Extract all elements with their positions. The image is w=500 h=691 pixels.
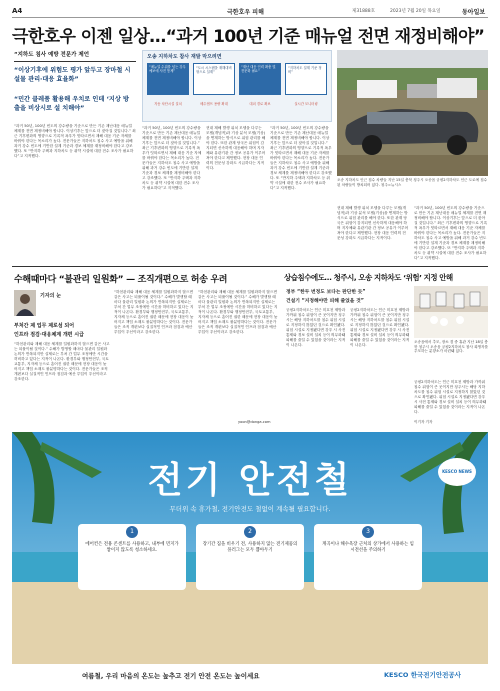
infobox-tag-2: “도시 시스템을 재해대비 형으로 설계”	[193, 63, 235, 95]
body-column-3: 현대 재해 발생 위치 모델을 다루는 모델(개념적)과 기상 분석 모델(기상)을 연계하는 방식으로 위험 관리를 해야 한다. 또한 관계 당국은 위험이 감지되면 신속하게 대응해야 하며 지자체와 유관기관 간 정보 공유가 이루어져야 한다고 제언했다. 현장 대응 인력의 전문성 강화도 시급하다는 지적이다.	[206, 126, 266, 170]
article3-body-2: 궁평2지하차도는 인근 미호천 제방과 가까워 침수 위험이 큰 곳이지만 청주시는 해당 지하차도를 침수 위험 시설로 지정하지 않았던 것으로 확인됐다. 위험 시설로 지정됐다면 강우 시 사전 통제와 경보 설비 설치 등이 의무화돼 피해를 줄일 수 있었을 것이라는 지적이 나온다.	[350, 308, 411, 347]
ad-footer-text: 여름철, 우리 마음의 온도는 높추고 전기 안전 온도는 높이세요	[82, 672, 260, 680]
ad-tip-card-2	[196, 524, 304, 590]
infobox-label-1: 자동 차단시설 설치	[154, 102, 182, 106]
ad-tip-card-3	[314, 524, 422, 590]
article3-sub-1: 정부 “한두 번정도 보다는 판단한 듯”	[286, 290, 366, 295]
article2-body-2: “하천관리와 재해 대응 체계를 일원화하지 않으면 같은 사고는 되풀이될 것이다.” 수해가 발생할 때마다 물관리 일원화 논의가 반복되지만 실제로는 부처 간 업무 조정에만 시간을 허비하고 있다는 지적이 나온다. 환경부와 행정안전부, 국토교통부, 지자체 등으로 흩어진 권한 때문에 현장 대응이 늦어지고 책임 소재도 불분명하다는 것이다. 전문가들은 조직 개편보다 실질적인 인프라 점검과 예산 투입이 우선이라고 강조한다.	[114, 290, 195, 334]
issue-number: 제31888호	[352, 9, 376, 14]
infobox	[142, 50, 332, 122]
ad-tip-3: 계곡이나 해수욕장 근처의 상가에서 사용하는 임시전선을 주의하기	[322, 542, 414, 553]
article3-headline: 상습침수에도… 청주시, 오송 지하차도 ‘위험’ 지정 안해	[284, 273, 453, 282]
article2-body-3: “하천관리와 재해 대응 체계를 일원화하지 않으면 같은 사고는 되풀이될 것이다.” 수해가 발생할 때마다 물관리 일원화 논의가 반복되지만 실제로는 부처 간 업무 조정에만 시간을 허비하고 있다는 지적이 나온다. 환경부와 행정안전부, 국토교통부, 지자체 등으로 흩어진 권한 때문에 현장 대응이 늦어지고 책임 소재도 불분명하다는 것이다. 전문가들은 조직 개편보다 실질적인 인프라 점검과 예산 투입이 우선이라고 강조한다.	[198, 290, 279, 334]
infobox-label-4: 실시간 모니터링	[294, 102, 318, 106]
infobox-label-2: 배수펌프 용량 확대	[200, 102, 228, 106]
article2-email: yoon@donga.com	[238, 420, 271, 424]
memorial-photo-image	[414, 286, 488, 338]
header-bar	[12, 7, 488, 18]
infobox-title: 오송 지하차도 참사 재발 막으려면	[147, 54, 222, 60]
reporter-photo	[14, 290, 36, 316]
article3-body-1: 궁평2지하차도는 인근 미호천 제방과 가까워 침수 위험이 큰 곳이지만 청주시는 해당 지하차도를 침수 위험 시설로 지정하지 않았던 것으로 확인됐다. 위험 시설로 지정됐다면 강우 시 사전 통제와 경보 설비 설치 등이 의무화돼 피해를 줄일 수 있었을 것이라는 지적이 나온다.	[286, 308, 347, 347]
masthead: 동아일보	[462, 9, 486, 16]
lead-quote-1: “이상기후에 위험도 평가 앞두고 장마철 시설물 관리·대응 효율화”	[14, 67, 131, 83]
tip-number-3: 3	[362, 526, 374, 538]
section-divider	[12, 266, 488, 267]
body-column-2: “과거 50년, 100년 빈도의 강수량을 기준으로 만든 기존 재난대응 매뉴얼 체계를 전면 재정비해야 합니다. 이상기후는 앞으로 더 잦아질 것입니다.” 최근 기후변화의 영향으로 기록적 폭우가 잇따르면서 재해 대응 기준 자체를 바꿔야 한다는 목소리가 높다. 전문가들은 지하차도 침수 사고 예방을 위해 과거 강수 빈도에 기반한 설계 기준과 경보 체계를 재정비해야 한다고 강조했다. 또 “반지하 주택과 지하차도 등 취약 시설에 대한 전수 조사가 필요하다”고 지적했다.	[142, 126, 202, 190]
tip-number-1: 1	[126, 526, 138, 538]
body-column-5: 현대 재해 발생 위치 모델을 다루는 모델(개념적)과 기상 분석 모델(기상)을 연계하는 방식으로 위험 관리를 해야 한다. 또한 관계 당국은 위험이 감지되면 신속하게 대응해야 하며 지자체와 유관기관 간 정보 공유가 이루어져야 한다고 제언했다. 현장 대응 인력의 전문성 강화도 시급하다는 지적이다.	[337, 206, 409, 240]
body-column-6: “과거 50년, 100년 빈도의 강수량을 기준으로 만든 기존 재난대응 매뉴얼 체계를 전면 재정비해야 합니다. 이상기후는 앞으로 더 잦아질 것입니다.” 최근 기후변화의 영향으로 기록적 폭우가 잇따르면서 재해 대응 기준 자체를 바꿔야 한다는 목소리가 높다. 전문가들은 지하차도 침수 사고 예방을 위해 과거 강수 빈도에 기반한 설계 기준과 경보 체계를 재정비해야 한다고 강조했다. 또 “반지하 주택과 지하차도 등 취약 시설에 대한 전수 조사가 필요하다”고 지적했다.	[414, 206, 488, 260]
kesco-news-badge: KESCO NEWS	[438, 458, 476, 486]
article2-sub-1: 부처간 제 업무 제로섬 되어	[14, 323, 75, 329]
infobox-tag-3: “재난 대응 인력 확충 및 전문화 필요”	[239, 63, 281, 95]
flood-photo-image	[337, 50, 488, 176]
section-title: 극한호우 피해	[227, 9, 264, 16]
page-number: A4	[12, 7, 23, 15]
ad-banner	[12, 432, 488, 687]
kesco-logo: KESCO 한국전기안전공사	[384, 671, 461, 679]
main-headline: 극한호우 이젠 일상…“과거 100년 기준 매뉴얼 전면 재정비해야”	[12, 27, 485, 47]
ad-footer-bar	[12, 664, 488, 687]
memorial-photo-caption: 오송읍에서 추모, 장소 겸 중 휴관 지난 18일 충북 청주시 오송읍 궁평2지하차도 참사 희생자를 추모하는 분향소가 마련돼 있다.	[414, 340, 488, 354]
article2-body-1: “하천관리와 재해 대응 체계를 일원화하지 않으면 같은 사고는 되풀이될 것이다.” 수해가 발생할 때마다 물관리 일원화 논의가 반복되지만 실제로는 부처 간 업무 조정에만 시간을 허비하고 있다는 지적이 나온다. 환경부와 행정안전부, 국토교통부, 지자체 등으로 흩어진 권한 때문에 현장 대응이 늦어지고 책임 소재도 불분명하다는 것이다. 전문가들은 조직 개편보다 실질적인 인프라 점검과 예산 투입이 우선이라고 강조한다.	[14, 342, 110, 381]
infobox-tag-1: “매뉴얼 수위를 넘는 강우 예보에 사전 통제”	[147, 63, 189, 95]
article3-body-3: 궁평2지하차도는 인근 미호천 제방과 가까워 침수 위험이 큰 곳이지만 청주시는 해당 지하차도를 침수 위험 시설로 지정하지 않았던 것으로 확인됐다. 위험 시설로 지정됐다면 강우 시 사전 통제와 경보 설비 설치 등이 의무화돼 피해를 줄일 수 있었을 것이라는 지적이 나온다.	[414, 380, 488, 414]
article2-sub-2: 인프라 점검·대응체계 개편 시급	[14, 332, 84, 338]
lead-kicker: “지하도 침사 예방 전문가 제언	[14, 50, 136, 62]
article2-headline: 수해때마다 “불관리 일원화” — 조직개편으로 허송 우려	[14, 275, 228, 285]
flood-photo	[337, 50, 488, 176]
memorial-photo	[414, 286, 488, 338]
issue-date: 2023년 7월 20일 목요일	[390, 9, 441, 14]
lead-body: “과거 50년, 100년 빈도의 강수량을 기준으로 만든 기존 재난대응 매뉴얼 체계를 전면 재정비해야 합니다. 이상기후는 앞으로 더 잦아질 것입니다.” 최근 기후변화의 영향으로 기록적 폭우가 잇따르면서 재해 대응 기준 자체를 바꿔야 한다는 목소리가 높다. 전문가들은 지하차도 침수 사고 예방을 위해 과거 강수 빈도에 기반한 설계 기준과 경보 체계를 재정비해야 한다고 강조했다. 또 “반지하 주택과 지하차도 등 취약 시설에 대한 전수 조사가 필요하다”고 지적했다.	[14, 124, 136, 158]
byline-label: 기자의 눈	[40, 293, 62, 299]
infobox-tag-4: “지하차도 설계 기준 정비”	[285, 63, 327, 95]
body-column-4: “과거 50년, 100년 빈도의 강수량을 기준으로 만든 기존 재난대응 매뉴얼 체계를 전면 재정비해야 합니다. 이상기후는 앞으로 더 잦아질 것입니다.” 최근 기후변화의 영향으로 기록적 폭우가 잇따르면서 재해 대응 기준 자체를 바꿔야 한다는 목소리가 높다. 전문가들은 지하차도 침수 사고 예방을 위해 과거 강수 빈도에 기반한 설계 기준과 경보 체계를 재정비해야 한다고 강조했다. 또 “반지하 주택과 지하차도 등 취약 시설에 대한 전수 조사가 필요하다”고 지적했다.	[270, 126, 332, 190]
lead-quote-2: “민간 클레품 활용해 우치로 인데 ‘지상 방출을 비상시로 설 치해야”	[14, 96, 129, 112]
article3-sub-2: 건설기 “지정해야만 피해 줄었을 것”	[286, 299, 364, 304]
ad-tip-1: 에어컨은 전용 콘센트를 사용하고, 내부에 먼지가 쌓이지 않도록 청소하세요.	[85, 542, 179, 553]
ad-tip-2: 장기간 집을 비우기 전, 사용하지 않는 전기제품의 플러그는 모두 뽑아두기	[202, 542, 298, 553]
ad-subtitle: 무더위 속 휴가철, 전기안전도 철없이 계속될 필요합니다.	[169, 505, 331, 513]
tip-number-2: 2	[244, 526, 256, 538]
infobox-label-3: 대피 경로 확보	[249, 102, 271, 106]
flood-photo-caption: 오송 지하차도 인근 침수 차량들 지난 15일 충북 청주시 오송읍 궁평2지하차도 인근 도로에 침수된 차량들이 방치되어 있다. 청주=뉴시스	[337, 178, 488, 187]
ad-tip-card-1	[78, 524, 186, 590]
article3-email: 이기자 기자	[414, 420, 433, 424]
ad-title: 전기 안전철	[147, 460, 353, 501]
reporter-avatar-icon	[14, 290, 36, 316]
